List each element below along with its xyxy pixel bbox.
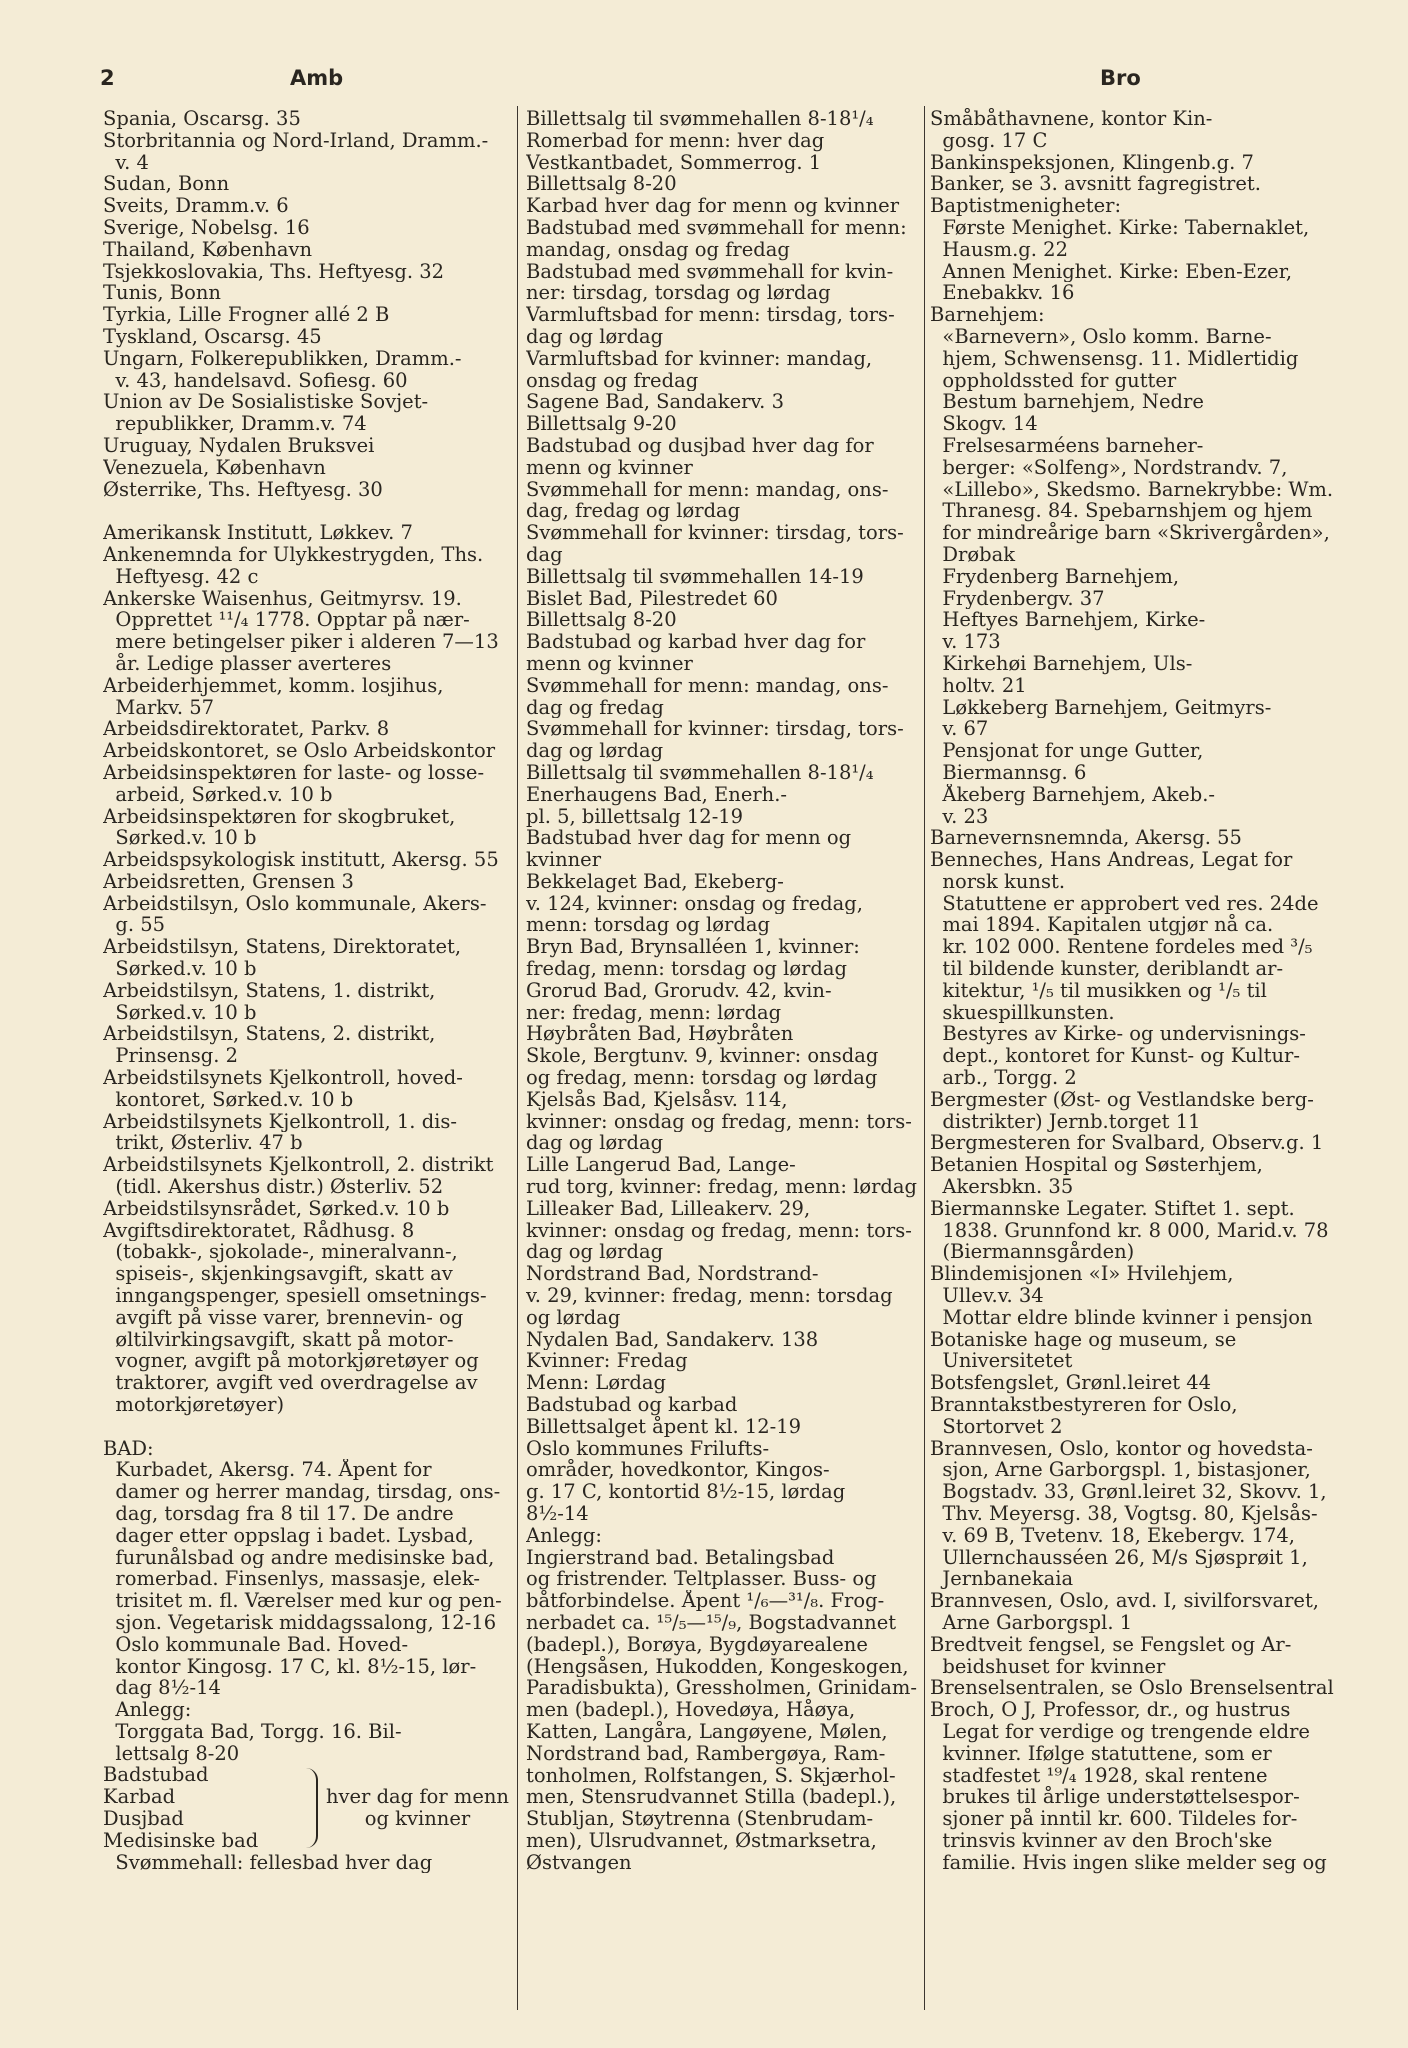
text-line: kvinner: onsdag og fredag, menn: tors-	[526, 1219, 912, 1242]
text-line: Varmluftsbad for kvinner: mandag,	[526, 347, 873, 370]
text-line: brukes til årlige understøttelsespor-	[930, 1786, 1300, 1809]
text-line: Høybråten Bad, Høybråten	[526, 1023, 794, 1046]
text-line: Banker, se 3. avsnitt fagregistret.	[930, 173, 1261, 196]
text-line: stadfestet ¹⁹/₄ 1928, skal rentene	[930, 1764, 1268, 1787]
text-line: hjem, Schwensensg. 11. Midlertidig	[930, 347, 1299, 370]
text-line: Romerbad for menn: hver dag	[526, 129, 825, 152]
text-line: Jernbanekaia	[930, 1568, 1074, 1591]
text-line: dager etter oppslag i badet. Lysbad,	[103, 1524, 474, 1547]
text-line: furunålsbad og andre medisinske bad,	[103, 1546, 495, 1569]
text-line: Sørked.v. 10 b	[103, 1001, 257, 1024]
text-line: v. 4	[103, 151, 149, 174]
text-line: dag og lørdag	[526, 1132, 664, 1155]
text-line: Billettsalg til svømmehallen 8-18¹/₄	[526, 761, 874, 784]
text-line: Botaniske hage og museum, se	[930, 1328, 1237, 1351]
text-line: dag og lørdag	[526, 1241, 664, 1264]
text-line: Arbeidsdirektoratet, Parkv. 8	[103, 718, 390, 741]
text-line: Katten, Langåra, Langøyene, Mølen,	[526, 1720, 888, 1743]
text-line: Arbeidsinspektøren for skogbruket,	[103, 805, 456, 828]
text-line: Prinsensg. 2	[103, 1045, 239, 1068]
column-middle-lines	[526, 108, 924, 1874]
text-line: og lørdag	[526, 1306, 621, 1329]
text-line: Badstubad og karbad	[526, 1394, 738, 1416]
text-line: tonholmen, Rolfstangen, S. Skjærhol-	[526, 1764, 896, 1787]
text-line: dag og lørdag	[526, 325, 664, 348]
page-header	[100, 66, 1348, 100]
text-line: ner: tirsdag, torsdag og lørdag	[526, 282, 831, 305]
text-line: Tyskland, Oscarsg. 45	[103, 325, 322, 348]
text-line: Svømmehall for menn: mandag, ons-	[526, 674, 889, 697]
text-line: Union av De Sosialistiske Sovjet-	[103, 391, 429, 414]
text-line: damer og herrer mandag, tirsdag, ons-	[103, 1481, 501, 1503]
text-line: Betanien Hospital og Søsterhjem,	[930, 1154, 1263, 1177]
text-line: Arbeidsinspektøren for laste- og losse-	[103, 761, 485, 784]
text-line: Uruguay, Nydalen Bruksvei	[103, 434, 375, 457]
text-line: norsk kunst.	[930, 870, 1066, 893]
text-line: Barnevernsnemnda, Akersg. 55	[930, 827, 1242, 850]
text-line: trinsvis kvinner av den Broch'ske	[930, 1829, 1273, 1852]
text-line: romerbad. Finsenlys, massasje, elek-	[103, 1568, 481, 1591]
text-line: Bekkelaget Bad, Ekeberg-	[526, 870, 784, 893]
text-line: avgift på visse varer, brennevin- og	[103, 1306, 464, 1329]
text-line: beidshuset for kvinner	[930, 1655, 1166, 1678]
text-line: mai 1894. Kapitalen utgjør nå ca.	[930, 914, 1274, 937]
text-line: til bildende kunster, deriblandt ar-	[930, 958, 1284, 980]
text-line: arb., Torgg. 2	[930, 1067, 1077, 1089]
text-line: Menn: Lørdag	[526, 1372, 666, 1395]
text-line: dag, torsdag fra 8 til 17. De andre	[103, 1503, 454, 1525]
bath-note-line: og kvinner	[364, 1808, 471, 1830]
bath-item: Medisinske bad	[103, 1829, 259, 1852]
text-line: g. 17 C, kontortid 8½-15, lørdag	[526, 1481, 846, 1503]
text-line: «Barnevern», Oslo komm. Barne-	[930, 325, 1272, 348]
text-line: Åkeberg Barnehjem, Akeb.-	[930, 783, 1215, 806]
text-line: Billettsalg 8-20	[526, 609, 677, 632]
text-line: Avgiftsdirektoratet, Rådhusg. 8	[103, 1219, 415, 1242]
text-line: Arbeidstilsynets Kjelkontroll, 2. distrikt	[103, 1154, 494, 1177]
column-divider	[924, 106, 925, 2010]
text-line: Sudan, Bonn	[103, 173, 230, 196]
text-line: dag og fredag	[526, 696, 664, 719]
text-line: BAD:	[103, 1437, 154, 1460]
text-line: ner: fredag, menn: lørdag	[526, 1001, 782, 1024]
text-line: Arbeidstilsyn, Oslo kommunale, Akers-	[103, 892, 487, 915]
text-line: Arbeidstilsyn, Statens, Direktoratet,	[103, 936, 462, 959]
text-line: dag, fredag og lørdag	[526, 500, 741, 523]
text-line: mere betingelser piker i alderen 7—13	[103, 631, 499, 653]
text-line: Annen Menighet. Kirke: Eben-Ezer,	[930, 260, 1293, 283]
text-line: mandag, onsdag og fredag	[526, 238, 790, 261]
text-line: Mottar eldre blinde kvinner i pensjon	[930, 1306, 1313, 1329]
column-right-lines	[930, 108, 1336, 1874]
text-line: Arbeidskontoret, se Oslo Arbeidskontor	[103, 740, 496, 762]
text-line: Amerikansk Institutt, Løkkev. 7	[103, 522, 413, 544]
bath-table	[103, 1765, 509, 1852]
text-line: Legat for verdige og trengende eldre	[930, 1720, 1310, 1743]
text-line: vogner, avgift på motorkjøretøyer og	[103, 1350, 479, 1373]
text-line: Svømmehall: fellesbad hver dag	[103, 1851, 433, 1874]
bath-item: Karbad	[103, 1786, 176, 1809]
bath-note-line: hver dag for menn	[325, 1786, 509, 1809]
text-line: (Hengsåsen, Hukodden, Kongeskogen,	[526, 1655, 909, 1678]
text-line: Tsjekkoslovakia, Ths. Heftyesg. 32	[103, 260, 445, 283]
text-line: Hausm.g. 22	[930, 238, 1068, 261]
text-line: og fristrender. Teltplasser. Buss- og	[526, 1568, 877, 1591]
column-left-lines	[103, 108, 509, 1765]
text-line: Sagene Bad, Sandakerv. 3	[526, 391, 784, 414]
text-line: sjoner på inntil kr. 600. Tildeles for-	[930, 1808, 1298, 1830]
text-line: Heftyes Barnehjem, Kirke-	[930, 609, 1206, 632]
text-line: Brannvesen, Oslo, avd. I, sivilforsvaret,	[930, 1590, 1320, 1612]
text-line: onsdag og fredag	[526, 369, 699, 392]
text-line: Tunis, Bonn	[103, 282, 221, 305]
text-line: år. Ledige plasser averteres	[103, 652, 392, 675]
text-line: Nordstrand bad, Rambergøya, Ram-	[526, 1742, 886, 1765]
text-line: menn: torsdag og lørdag	[526, 914, 770, 937]
text-line: v. 29, kvinner: fredag, menn: torsdag	[526, 1285, 893, 1307]
text-line: Frydenbergv. 37	[930, 587, 1105, 610]
text-line: Bergmester (Øst- og Vestlandske berg-	[930, 1088, 1314, 1111]
text-line	[103, 500, 509, 522]
text-line: Sveits, Dramm.v. 6	[103, 195, 289, 217]
text-line: gosg. 17 C	[930, 129, 1048, 152]
text-line: kr. 102 000. Rentene fordeles med ³/₅	[930, 936, 1313, 959]
text-line: Botsfengslet, Grønl.leiret 44	[930, 1372, 1212, 1395]
text-line: traktorer, avgift ved overdragelse av	[103, 1372, 478, 1395]
text-line: Østvangen	[526, 1851, 632, 1874]
text-line: Billettsalg til svømmehallen 8-18¹/₄	[526, 108, 874, 130]
text-line: Varmluftsbad for menn: tirsdag, tors-	[526, 304, 895, 326]
text-line: Skogv. 14	[930, 413, 1038, 435]
text-line: Arbeiderhjemmet, komm. losjihus,	[103, 674, 444, 697]
text-line: og fredag, menn: torsdag og lørdag	[526, 1067, 878, 1089]
column-divider	[517, 106, 518, 2010]
text-line: men, Stensrudvannet Stilla (badepl.),	[526, 1786, 897, 1809]
column-middle	[526, 108, 924, 1874]
text-line: Anlegg:	[103, 1699, 192, 1721]
text-line: berger: «Solfeng», Nordstrandv. 7,	[930, 456, 1288, 479]
text-line: Badstubad hver dag for menn og	[526, 827, 852, 850]
text-line: Ungarn, Folkerepublikken, Dramm.-	[103, 347, 462, 370]
text-line: Første Menighet. Kirke: Tabernaklet,	[930, 216, 1310, 239]
text-line: Barnehjem:	[930, 304, 1045, 326]
header-right-word: Bro	[1100, 66, 1141, 90]
text-line: Akersbkn. 35	[930, 1176, 1074, 1198]
text-line: 1838. Grunnfond kr. 8 000, Marid.v. 78	[930, 1219, 1329, 1242]
column-left	[103, 108, 509, 1873]
text-line: inngangspenger, spesiell omsetnings-	[103, 1285, 487, 1307]
text-line: Thv. Meyersg. 38, Vogtsg. 80, Kjelsås-	[930, 1503, 1318, 1525]
text-line: (tobakk-, sjokolade-, mineralvann-,	[103, 1241, 458, 1264]
text-line: Ankenemnda for Ulykkestrygden, Ths.	[103, 543, 484, 566]
text-line: Drøbak	[930, 543, 1016, 566]
text-line: Oslo kommunale Bad. Hoved-	[103, 1633, 409, 1656]
text-line: Enerhaugens Bad, Enerh.-	[526, 783, 788, 806]
text-line: dag	[526, 543, 563, 566]
text-line: Broch, O J, Professor, dr., og hustrus	[930, 1699, 1291, 1721]
text-line: motorkjøretøyer)	[103, 1394, 285, 1416]
text-line: Bestyres av Kirke- og undervisnings-	[930, 1023, 1306, 1046]
text-line: (badepl.), Borøya, Bygdøyarealene	[526, 1633, 868, 1656]
column-right	[930, 108, 1336, 1874]
text-line: Skole, Bergtunv. 9, kvinner: onsdag	[526, 1045, 879, 1068]
text-line: Svømmehall for menn: mandag, ons-	[526, 478, 889, 501]
text-line: Billettsalg til svømmehallen 14-19	[526, 565, 864, 588]
bath-table-note	[326, 1786, 509, 1830]
text-line: Arbeidspsykologisk institutt, Akersg. 55	[103, 849, 499, 871]
text-line: Ullev.v. 34	[930, 1285, 1044, 1307]
text-line: dept., kontoret for Kunst- og Kultur-	[930, 1045, 1300, 1068]
text-line: Arbeidsretten, Grensen 3	[103, 870, 354, 893]
page-number: 2	[100, 66, 115, 90]
text-line: Arbeidstilsyn, Statens, 2. distrikt,	[103, 1023, 436, 1046]
text-line: kvinner: onsdag og fredag, menn: tors-	[526, 1110, 912, 1133]
text-line: Benneches, Hans Andreas, Legat for	[930, 849, 1293, 871]
text-line: spiseis-, skjenkingsavgift, skatt av	[103, 1263, 453, 1286]
text-line: øltilvirkingsavgift, skatt på motor-	[103, 1328, 454, 1351]
text-line: Statuttene er approbert ved res. 24de	[930, 892, 1319, 915]
text-line: Grorud Bad, Grorudv. 42, kvin-	[526, 979, 832, 1002]
text-line: Torggata Bad, Torgg. 16. Bil-	[103, 1720, 402, 1743]
text-line: arbeid, Sørked.v. 10 b	[103, 783, 333, 806]
text-line: Heftyesg. 42 c	[103, 565, 259, 588]
text-line: Anlegg:	[526, 1524, 602, 1547]
text-line: Lille Langerud Bad, Lange-	[526, 1154, 796, 1177]
text-line: republikker, Dramm.v. 74	[103, 413, 367, 435]
text-line: kontor Kingosg. 17 C, kl. 8½-15, lør-	[103, 1655, 477, 1678]
brace-icon	[296, 1768, 318, 1848]
header-left-word: Amb	[290, 66, 344, 90]
text-line: skuespillkunsten.	[930, 1001, 1115, 1024]
text-line: Paradisbukta), Gressholmen, Grinidam-	[526, 1677, 917, 1700]
bath-item: Dusjbad	[103, 1808, 184, 1830]
text-line: rud torg, kvinner: fredag, menn: lørdag	[526, 1176, 918, 1198]
text-line: men (badepl.), Hovedøya, Håøya,	[526, 1699, 856, 1721]
text-line: Bankinspeksjonen, Klingenb.g. 7	[930, 151, 1254, 174]
text-line: Kvinner: Fredag	[526, 1350, 688, 1373]
text-line: Østerrike, Ths. Heftyesg. 30	[103, 478, 383, 501]
text-line: v. 43, handelsavd. Sofiesg. 60	[103, 369, 408, 392]
text-line: menn og kvinner	[526, 456, 693, 479]
text-line: trisitet m. fl. Værelser med kur og pen-	[103, 1590, 502, 1612]
text-line: Markv. 57	[103, 696, 215, 719]
text-line: kontoret, Sørked.v. 10 b	[103, 1088, 354, 1111]
text-line: Thailand, København	[103, 238, 313, 261]
text-line: Svømmehall for kvinner: tirsdag, tors-	[526, 522, 904, 544]
text-line: Brenselsentralen, se Oslo Brenselsentral	[930, 1677, 1334, 1700]
text-line: men), Ulsrudvannet, Østmarksetra,	[526, 1829, 877, 1852]
text-line: holtv. 21	[930, 674, 1027, 697]
text-line: distrikter) Jernb.torget 11	[930, 1110, 1201, 1133]
text-line: Stubljan, Støytrenna (Stenbrudam-	[526, 1808, 874, 1830]
text-line: v. 173	[930, 631, 1001, 653]
text-line: Universitetet	[930, 1350, 1073, 1373]
text-line: Storbritannia og Nord-Irland, Dramm.-	[103, 129, 489, 152]
text-line: Billettsalg 9-20	[526, 413, 677, 435]
text-line: Billettsalg 8-20	[526, 173, 677, 196]
text-line: Arbeidstilsynsrådet, Sørked.v. 10 b	[103, 1197, 450, 1220]
text-line: sjon, Arne Garborgspl. 1, bistasjoner,	[930, 1459, 1311, 1482]
text-line: Kurbadet, Akersg. 74. Åpent for	[103, 1459, 432, 1482]
text-line: Karbad hver dag for menn og kvinner	[526, 195, 900, 217]
text-line: v. 67	[930, 718, 989, 741]
text-line: Biermannske Legater. Stiftet 1. sept.	[930, 1197, 1295, 1220]
text-line: Sørked.v. 10 b	[103, 827, 257, 850]
text-line: Arbeidstilsynets Kjelkontroll, hoved-	[103, 1067, 463, 1089]
text-line	[103, 1416, 509, 1438]
text-line: Frelsesarméens barneher-	[930, 434, 1204, 457]
text-line: Opprettet ¹¹/₄ 1778. Opptar på nær-	[103, 609, 470, 632]
text-line: Bogstadv. 33, Grønl.leiret 32, Skovv. 1,	[930, 1481, 1327, 1503]
text-line: Ingierstrand bad. Betalingsbad	[526, 1546, 835, 1569]
text-line: Bergmesteren for Svalbard, Observ.g. 1	[930, 1132, 1324, 1155]
text-line: familie. Hvis ingen slike melder seg og	[930, 1851, 1327, 1874]
text-line: sjon. Vegetarisk middagssalong, 12-16	[103, 1611, 497, 1634]
text-line: Branntakstbestyreren for Oslo,	[930, 1394, 1238, 1416]
text-line: nerbadet ca. ¹⁵/₅—¹⁵/₉, Bogstadvannet	[526, 1611, 897, 1634]
text-line: (tidl. Akershus distr.) Østerliv. 52	[103, 1176, 444, 1198]
text-line: Lilleaker Bad, Lilleakerv. 29,	[526, 1197, 811, 1220]
text-line: Badstubad og dusjbad hver dag for	[526, 434, 874, 457]
text-line: oppholdssted for gutter	[930, 369, 1177, 392]
text-line: Tyrkia, Lille Frogner allé 2 B	[103, 304, 390, 326]
text-line: Blindemisjonen «I» Hvilehjem,	[930, 1263, 1234, 1286]
text-line: Frydenberg Barnehjem,	[930, 565, 1180, 588]
text-line: Bryn Bad, Brynsalléen 1, kvinner:	[526, 936, 860, 959]
text-line: Arne Garborgspl. 1	[930, 1611, 1133, 1634]
text-line: Ullernchausséen 26, M/s Sjøsprøit 1,	[930, 1546, 1308, 1569]
text-line: menn og kvinner	[526, 652, 693, 675]
text-line: dag 8½-14	[103, 1677, 221, 1700]
text-line: Oslo kommunes Frilufts-	[526, 1437, 770, 1460]
text-line: pl. 5, billettsalg 12-19	[526, 805, 744, 828]
text-line: Bislet Bad, Pilestredet 60	[526, 587, 778, 610]
text-line: v. 124, kvinner: onsdag og fredag,	[526, 892, 863, 915]
bath-table-items	[103, 1764, 296, 1851]
text-line: Kirkehøi Barnehjem, Uls-	[930, 652, 1193, 675]
text-line: Bestum barnehjem, Nedre	[930, 391, 1204, 414]
text-line: Badstubad med svømmehall for kvin-	[526, 260, 894, 283]
text-line: Småbåthavnene, kontor Kin-	[930, 108, 1213, 130]
text-line: Biermannsg. 6	[930, 761, 1087, 784]
text-line: Stortorvet 2	[930, 1415, 1063, 1438]
text-line: Ankerske Waisenhus, Geitmyrsv. 19.	[103, 587, 462, 610]
text-line: Brannvesen, Oslo, kontor og hovedsta-	[930, 1437, 1313, 1460]
text-line: trikt, Østerliv. 47 b	[103, 1132, 303, 1155]
text-line: Thranesg. 84. Spebarnshjem og hjem	[930, 500, 1313, 523]
text-line: (Biermannsgården)	[930, 1241, 1135, 1264]
text-line: lettsalg 8-20	[103, 1742, 240, 1765]
text-line: Sverige, Nobelsg. 16	[103, 216, 310, 239]
text-line: Badstubad og karbad hver dag for	[526, 631, 866, 653]
text-line: v. 69 B, Tvetenv. 18, Ekebergv. 174,	[930, 1524, 1295, 1547]
text-line: kvinner	[526, 849, 602, 871]
text-line: Enebakkv. 16	[930, 282, 1075, 305]
text-line: 8½-14	[526, 1503, 589, 1525]
text-line: dag og lørdag	[526, 740, 664, 762]
text-line: båtforbindelse. Åpent ¹/₆—³¹/₈. Frog-	[526, 1590, 885, 1612]
text-line: områder, hovedkontor, Kingos-	[526, 1459, 830, 1482]
text-line: Bredtveit fengsel, se Fengslet og Ar-	[930, 1633, 1292, 1656]
text-line: Billettsalget åpent kl. 12-19	[526, 1415, 802, 1438]
text-line: Svømmehall for kvinner: tirsdag, tors-	[526, 718, 904, 741]
text-line: Vestkantbadet, Sommerrog. 1	[526, 151, 822, 174]
text-line: kitektur, ¹/₅ til musikken og ¹/₅ til	[930, 979, 1267, 1002]
text-line: Venezuela, København	[103, 456, 326, 479]
text-line: v. 23	[930, 805, 989, 828]
text-line: Løkkeberg Barnehjem, Geitmyrs-	[930, 696, 1272, 719]
text-line: Nordstrand Bad, Nordstrand-	[526, 1263, 819, 1286]
text-line: Baptistmenigheter:	[930, 195, 1122, 217]
text-line: Nydalen Bad, Sandakerv. 138	[526, 1328, 819, 1351]
text-line: kvinner. Ifølge statuttene, som er	[930, 1742, 1272, 1765]
text-line: g. 55	[103, 914, 166, 937]
bath-item: Badstubad	[103, 1764, 209, 1787]
text-line: fredag, menn: torsdag og lørdag	[526, 958, 847, 980]
text-line: «Lillebo», Skedsmo. Barnekrybbe: Wm.	[930, 478, 1334, 501]
text-line: for mindreårige barn «Skrivergården»,	[930, 522, 1330, 544]
text-line: Kjelsås Bad, Kjelsåsv. 114,	[526, 1088, 788, 1111]
text-line: Arbeidstilsyn, Statens, 1. distrikt,	[103, 979, 436, 1002]
text-line: Spania, Oscarsg. 35	[103, 108, 301, 130]
text-line: Sørked.v. 10 b	[103, 958, 257, 980]
text-line: Badstubad med svømmehall for menn:	[526, 216, 907, 239]
text-line: Pensjonat for unge Gutter,	[930, 740, 1204, 762]
text-line: Arbeidstilsynets Kjelkontroll, 1. dis-	[103, 1110, 458, 1133]
